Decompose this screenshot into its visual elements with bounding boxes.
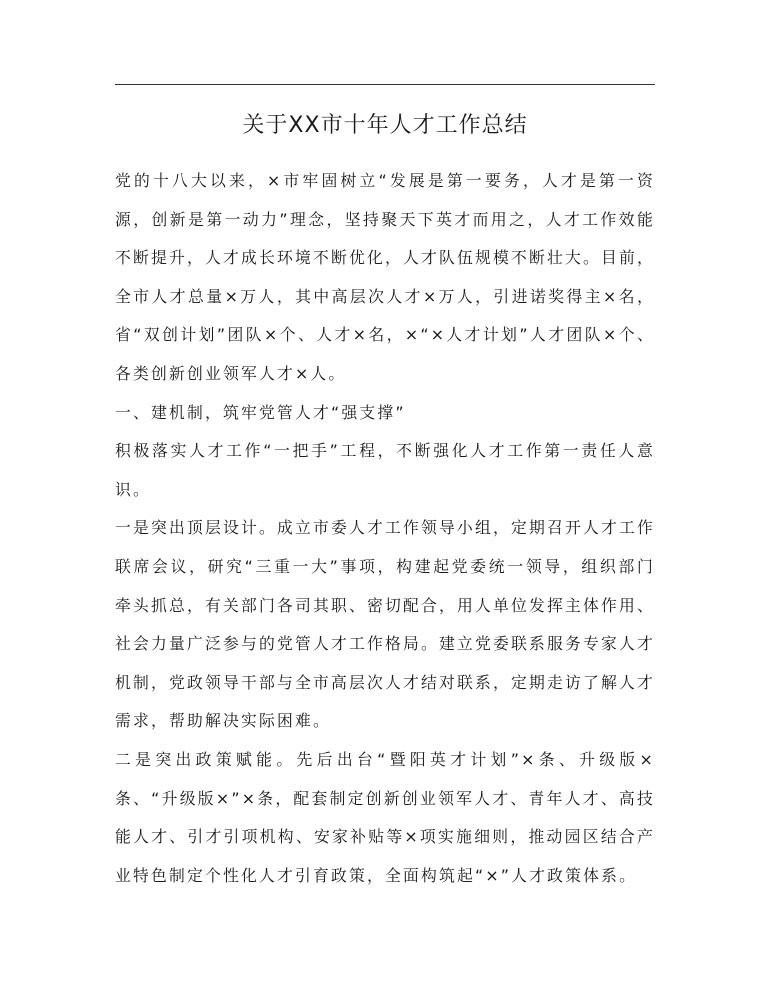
section-heading-1: 一、建机制，筑牢党管人才“强支撑” — [115, 402, 406, 422]
paragraph-policy-empowerment: 二是突出政策赋能。先后出台“暨阳英才计划”×条、升级版×条、“升级版×”×条，配套制定创新创业领军人才、青年人才、高技能人才、引才引项机构、安家补贴等×项实施细则，推动园区结合产业特色制定个性化人才引育政策，全面构筑起“×”人才政策体系。 — [115, 749, 655, 885]
document-title: 关于XX市十年人才工作总结 — [242, 113, 528, 138]
paragraph-top-level-design: 一是突出顶层设计。成立市委人才工作领导小组，定期召开人才工作联席会议，研究“三重一大”事项，构建起党委统一领导，组织部门牵头抓总，有关部门各司其职、密切配合，用人单位发挥主体作用、社会力量广泛参与的党管人才工作格局。建立党委联系服务专家人才机制，党政领导干部与全市高层次人才结对联系，定期走访了解人才需求，帮助解决实际困难。 — [115, 518, 655, 731]
paragraph-section-1-lead: 积极落实人才工作“一把手”工程，不断强化人才工作第一责任人意识。 — [115, 441, 655, 499]
header-rule — [115, 84, 655, 85]
document-body — [115, 162, 655, 895]
paragraph-intro: 党的十八大以来，×市牢固树立“发展是第一要务，人才是第一资源，创新是第一动力”理念，坚持聚天下英才而用之，人才工作效能不断提升，人才成长环境不断优化，人才队伍规模不断壮大。目前，全市人才总量×万人，其中高层次人才×万人，引进诺奖得主×名，省“双创计划”团队×个、人才×名，×“×人才计划”人才团队×个、各类创新创业领军人才×人。 — [115, 171, 655, 383]
